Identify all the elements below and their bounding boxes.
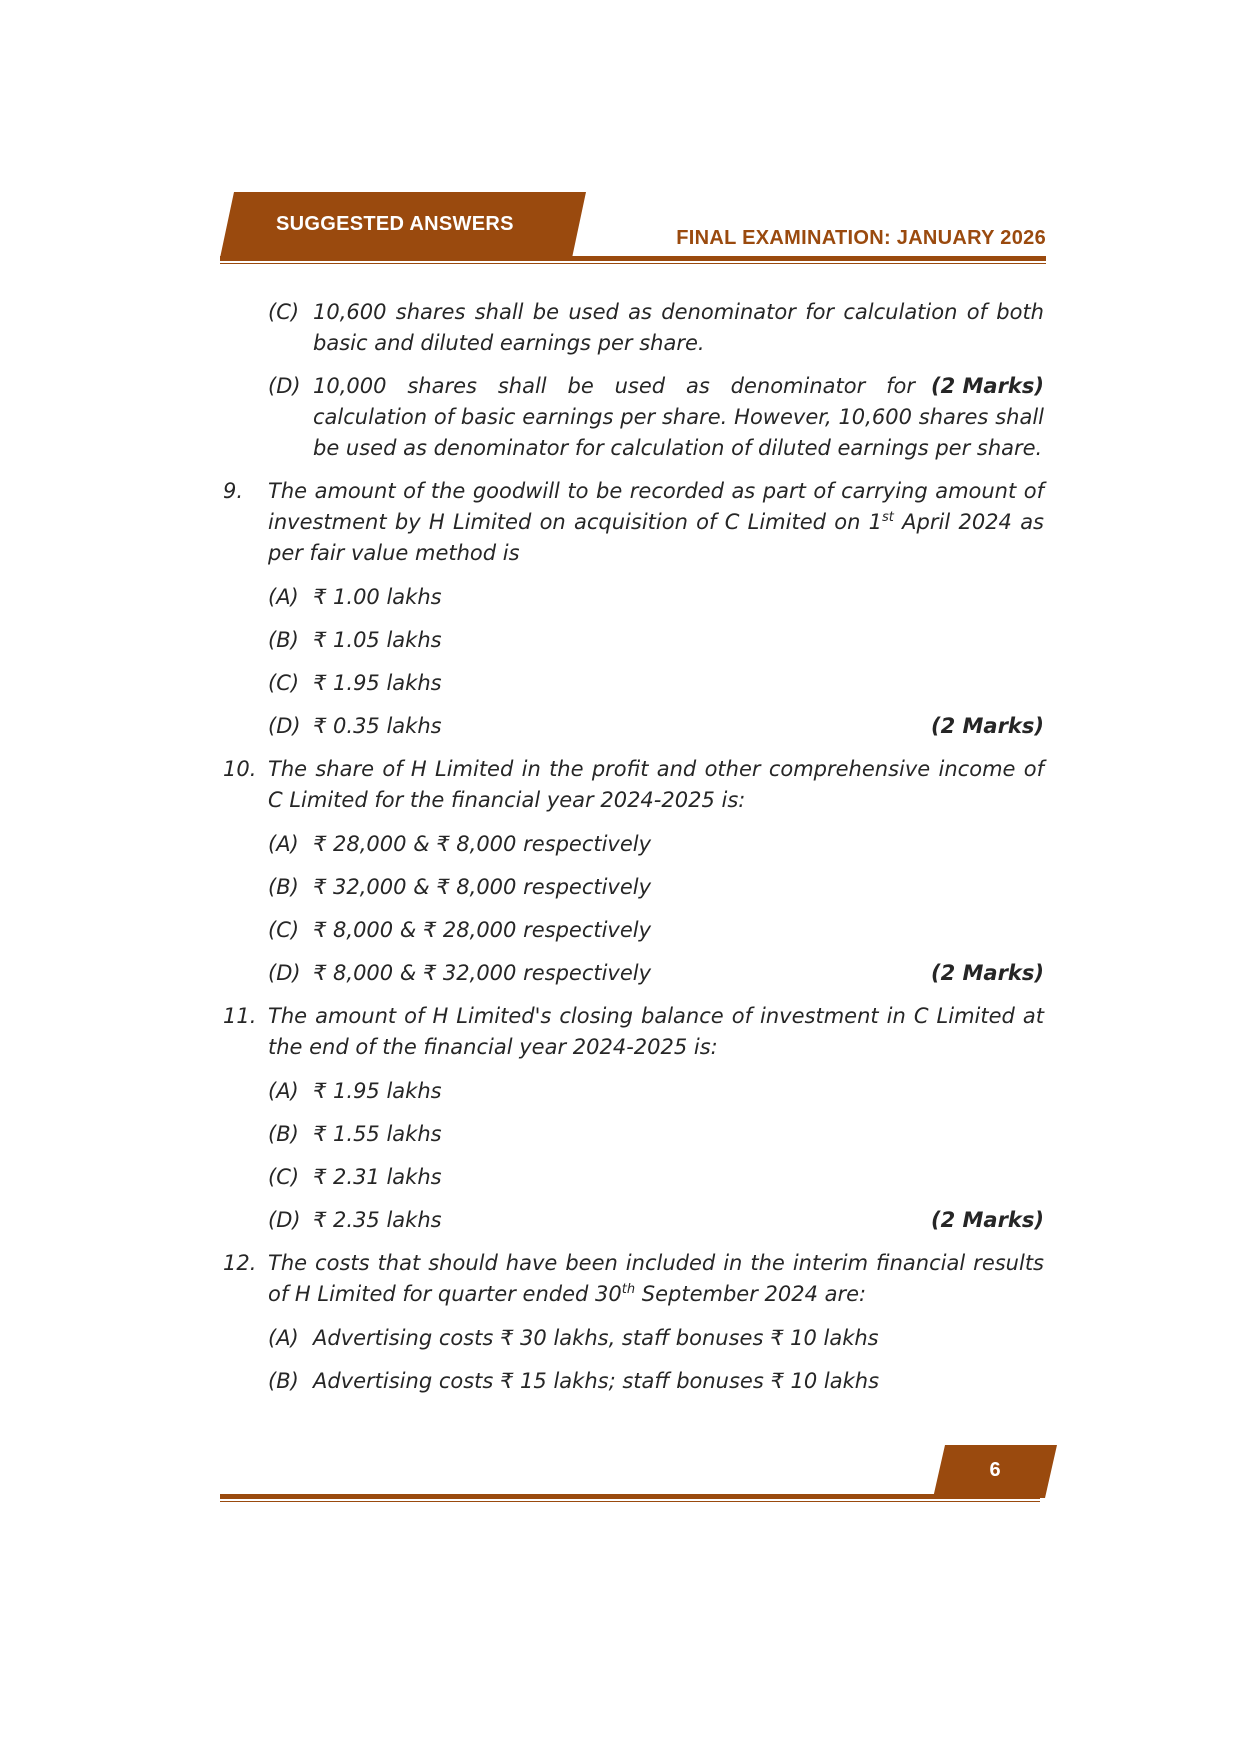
option-item xyxy=(223,1323,1044,1354)
option-label: (C) xyxy=(268,300,300,324)
option-label: (B) xyxy=(268,1122,299,1146)
option-label: (A) xyxy=(268,585,299,609)
footer-rule xyxy=(220,1494,1040,1499)
question-11 xyxy=(223,1001,1044,1063)
option-item xyxy=(223,625,1044,656)
option-item xyxy=(223,1205,1044,1236)
header-right-label: FINAL EXAMINATION: JANUARY 2026 xyxy=(676,227,1046,249)
question-text-cont: September 2024 are: xyxy=(635,1282,867,1306)
option-item xyxy=(223,668,1044,699)
option-text: ₹ 8,000 & ₹ 28,000 respectively xyxy=(313,918,652,942)
option-label: (D) xyxy=(268,961,301,985)
option-text: ₹ 1.00 lakhs xyxy=(313,585,442,609)
option-label: (D) xyxy=(268,374,301,398)
question-text: The amount of H Limited's closing balance of investment in C Limited at the end of the financial year 2024-2025 is: xyxy=(268,1004,1044,1059)
option-text: ₹ 1.55 lakhs xyxy=(313,1122,442,1146)
page-number: 6 xyxy=(989,1459,1001,1481)
option-label: (C) xyxy=(268,918,300,942)
marks-label: (2 Marks) xyxy=(930,714,1044,738)
header-left-label: SUGGESTED ANSWERS xyxy=(276,213,514,235)
question-text-cont: April 2024 as per fair value method is xyxy=(268,510,1044,565)
option-item xyxy=(223,1076,1044,1107)
option-item xyxy=(223,829,1044,860)
option-text: 10,600 shares shall be used as denominator for calculation of both basic and diluted earnings per share. xyxy=(313,300,1044,355)
option-text: ₹ 1.95 lakhs xyxy=(313,671,442,695)
option-text: ₹ 8,000 & ₹ 32,000 respectively xyxy=(313,961,652,985)
option-item xyxy=(223,958,1044,989)
question-text: The share of H Limited in the profit and other comprehensive income of C Limited for the financial year 2024-2025 is: xyxy=(268,757,1044,812)
option-label: (B) xyxy=(268,875,299,899)
ordinal-suffix: th xyxy=(621,1282,636,1297)
option-label: (A) xyxy=(268,1079,299,1103)
option-text: ₹ 1.95 lakhs xyxy=(313,1079,442,1103)
option-text: 10,000 shares shall be used as denominator for calculation of basic earnings per share. However, 10,600 shares shall be used as denominator for calculation of diluted earnings per share. xyxy=(313,374,1044,460)
option-label: (C) xyxy=(268,671,300,695)
option-item xyxy=(223,711,1044,742)
header-rule-thin xyxy=(220,263,1046,264)
marks-label: (2 Marks) xyxy=(930,374,1044,398)
option-text: Advertising costs ₹ 30 lakhs, staff bonuses ₹ 10 lakhs xyxy=(313,1326,879,1350)
option-label: (B) xyxy=(268,1369,299,1393)
option-item xyxy=(223,371,1044,464)
option-label: (A) xyxy=(268,1326,299,1350)
option-item xyxy=(223,1119,1044,1150)
option-item xyxy=(223,915,1044,946)
option-text: ₹ 2.31 lakhs xyxy=(313,1165,442,1189)
question-12 xyxy=(223,1248,1044,1310)
footer-rule-thin xyxy=(220,1501,1040,1502)
option-text: Advertising costs ₹ 15 lakhs; staff bonuses ₹ 10 lakhs xyxy=(313,1369,880,1393)
question-text: The costs that should have been included in the interim financial results of H Limited for quarter ended 30 xyxy=(268,1251,1044,1306)
question-number: 9. xyxy=(223,479,244,503)
page-content xyxy=(223,297,1044,1409)
option-label: (C) xyxy=(268,1165,300,1189)
option-label: (D) xyxy=(268,1208,301,1232)
option-item xyxy=(223,297,1044,359)
option-text: ₹ 2.35 lakhs xyxy=(313,1208,442,1232)
ordinal-suffix: st xyxy=(882,510,894,525)
option-item xyxy=(223,872,1044,903)
question-number: 12. xyxy=(223,1251,257,1275)
question-9 xyxy=(223,476,1044,569)
option-text: ₹ 28,000 & ₹ 8,000 respectively xyxy=(313,832,652,856)
option-label: (A) xyxy=(268,832,299,856)
marks-label: (2 Marks) xyxy=(930,1208,1044,1232)
question-10 xyxy=(223,754,1044,816)
option-item xyxy=(223,1162,1044,1193)
option-item xyxy=(223,582,1044,613)
question-number: 11. xyxy=(223,1004,257,1028)
header-rule xyxy=(220,256,1046,261)
option-label: (B) xyxy=(268,628,299,652)
option-text: ₹ 32,000 & ₹ 8,000 respectively xyxy=(313,875,652,899)
option-text: ₹ 1.05 lakhs xyxy=(313,628,442,652)
marks-label: (2 Marks) xyxy=(930,961,1044,985)
option-label: (D) xyxy=(268,714,301,738)
option-text: ₹ 0.35 lakhs xyxy=(313,714,442,738)
option-item xyxy=(223,1366,1044,1397)
question-number: 10. xyxy=(223,757,257,781)
question-text: The amount of the goodwill to be recorded as part of carrying amount of investment by H Limited on acquisition of C Limited on 1 xyxy=(268,479,1044,534)
